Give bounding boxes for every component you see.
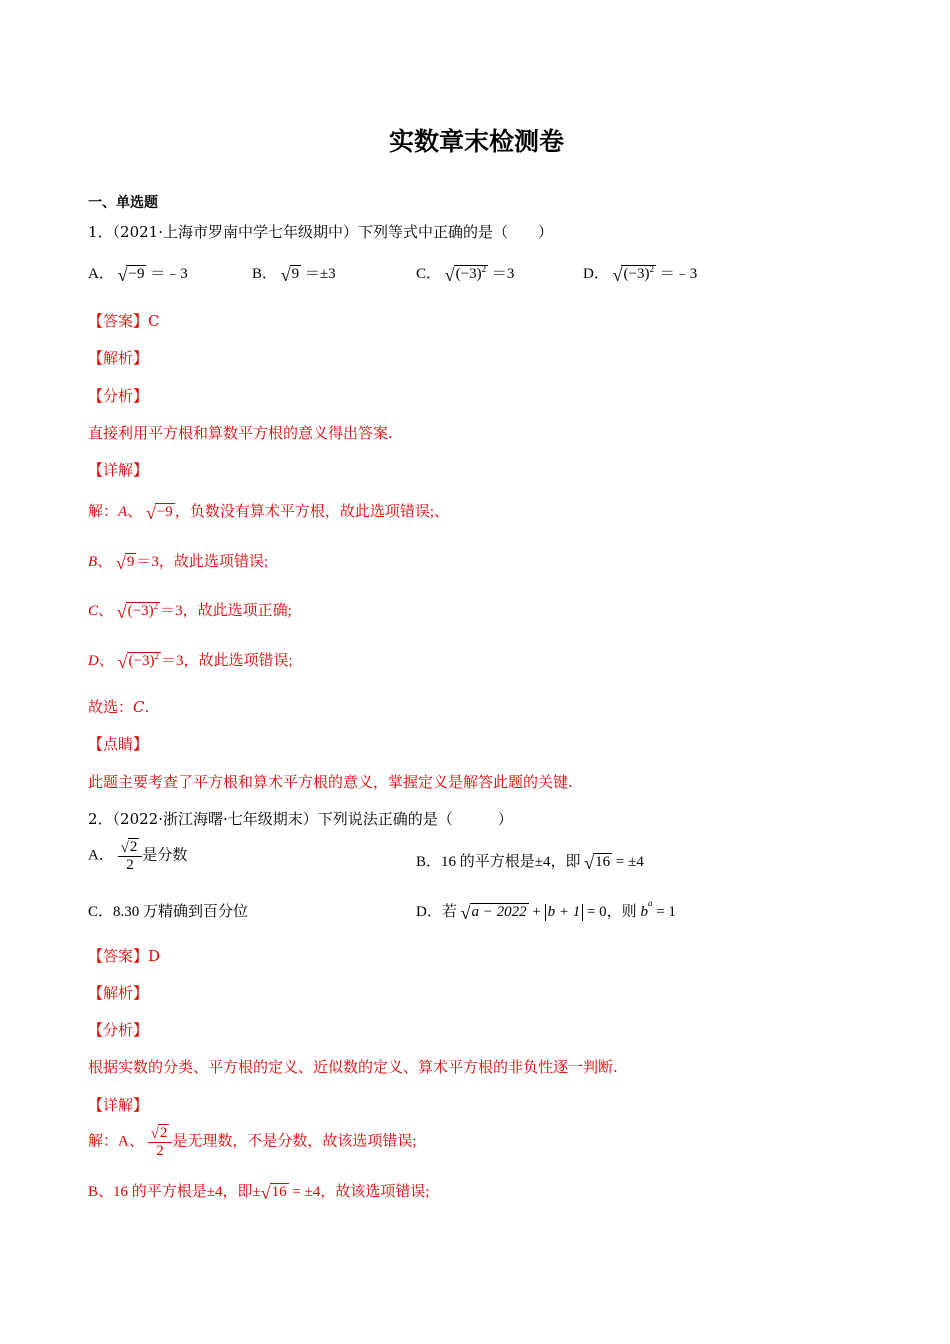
- sol-sep: 、: [98, 653, 114, 669]
- sol-text: ＝3，故此选项错误;: [136, 554, 268, 570]
- power-base: b: [640, 904, 648, 920]
- doc-title: 实数章末检测卷: [389, 127, 565, 156]
- q1-option-b-label: B．: [252, 266, 278, 282]
- q2-solution-a: [88, 1124, 417, 1160]
- sol-letter: C: [88, 603, 99, 619]
- sqrt-expr: √ $(-3)^2$: [444, 264, 487, 285]
- q1-option-c: [416, 262, 514, 284]
- q2-option-c: C．8.30 万精确到百分位: [88, 904, 249, 920]
- q2-option-b: [416, 850, 644, 872]
- sqrt-expr: √ $(-3)^2$: [117, 651, 159, 672]
- sol-sep: 、: [97, 554, 113, 570]
- sol-prefix: 解：A、: [88, 1133, 144, 1150]
- fraction-expr: √ 2 2: [148, 1124, 173, 1160]
- q1-option-d: [583, 262, 697, 284]
- q2-answer: 【答案】D: [88, 947, 161, 965]
- q1-answer: 【答案】C: [88, 312, 160, 330]
- section-heading: 一、单选题: [88, 195, 158, 211]
- q1-fenxi-tag: 【分析】: [88, 387, 149, 405]
- q2-option-d-rest: = 1: [656, 904, 676, 920]
- q2-option-d-eq: = 0，则: [586, 904, 637, 920]
- plus-minus: ±: [252, 1184, 261, 1200]
- q2-option-b-text: 16 的平方根是±4，即: [441, 854, 581, 870]
- q2-option-d-label: D．: [416, 904, 442, 920]
- abs-expr: b + 1: [545, 904, 584, 921]
- q2-option-b-rest: = ±4: [615, 854, 644, 870]
- sol-sep: 、: [98, 603, 114, 619]
- sqrt-expr: √ 16: [584, 852, 611, 873]
- q1-fenxi-text: 直接利用平方根和算数平方根的意义得出答案.: [88, 424, 393, 442]
- q2-solution-b: [88, 1180, 430, 1202]
- q2-fenxi-tag: 【分析】: [88, 1021, 149, 1039]
- q1-solution-b: [88, 550, 268, 572]
- choice-letter: C: [133, 698, 145, 716]
- q2-option-a-text: 是分数: [142, 847, 188, 864]
- sqrt-expr: √ $(-3)^2$: [116, 601, 159, 622]
- q2-option-a-label: A．: [88, 847, 114, 864]
- q2-option-d: [416, 900, 676, 922]
- sol-sep: 、: [127, 504, 143, 520]
- q2-option-b-label: B．: [416, 854, 442, 870]
- sol-prefix: 解：: [88, 504, 119, 520]
- q2-option-a: [88, 838, 187, 874]
- q1-option-c-rest: ＝3: [491, 266, 515, 282]
- choice-prefix: 故选：: [88, 698, 134, 716]
- q1-option-b: [252, 262, 336, 284]
- q2-option-d-text: 若: [441, 904, 457, 920]
- q2-fenxi-text: 根据实数的分类、平方根的定义、近似数的定义、算术平方根的非负性逐一判断.: [88, 1058, 618, 1076]
- plus-sign: +: [532, 904, 541, 920]
- sol-eq: = ±4: [292, 1184, 321, 1200]
- sqrt-expr: √ $(-3)^2$: [612, 264, 654, 285]
- q1-dianjing-tag: 【点睛】: [88, 735, 149, 753]
- q1-choice: [88, 696, 149, 717]
- sol-letter: D: [88, 653, 99, 669]
- q1-dianjing-text: 此题主要考查了平方根和算术平方根的意义，掌握定义是解答此题的关键.: [88, 773, 573, 791]
- sol-text: ，负数没有算术平方根，故此选项错误;、: [174, 504, 449, 520]
- q1-xiangjie-tag: 【详解】: [88, 461, 149, 479]
- sqrt-expr: √ 9: [280, 264, 300, 285]
- sol-prefix: B、16 的平方根是±4，即: [88, 1184, 253, 1200]
- sqrt-expr: √ −9: [145, 502, 173, 523]
- sqrt-expr: √ a − 2022: [460, 902, 527, 923]
- sol-text: ，故该选项错误;: [320, 1184, 430, 1200]
- sol-text: ＝3，故此选项错误;: [160, 653, 293, 669]
- q2-jiexi-tag: 【解析】: [88, 984, 149, 1002]
- q1-option-d-rest: ＝﹣3: [659, 266, 698, 282]
- sqrt-expr: √ 16: [260, 1182, 287, 1203]
- q1-solution-d: [88, 649, 293, 671]
- sol-text: 是无理数，不是分数，故该选项错误;: [172, 1133, 417, 1150]
- sol-letter: A: [118, 504, 128, 520]
- q1-option-a-label: A．: [88, 266, 114, 282]
- q1-jiexi-tag: 【解析】: [88, 349, 149, 367]
- sol-text: ＝3，故此选项正确;: [160, 603, 292, 619]
- sol-letter: B: [88, 554, 98, 570]
- q1-stem: 1．（2021·上海市罗南中学七年级期中）下列等式中正确的是（ ）: [88, 223, 553, 241]
- fraction-expr: √ 2 2: [118, 838, 143, 874]
- q1-option-c-label: C．: [416, 266, 442, 282]
- q2-stem: 2．（2022·浙江海曙·七年级期末）下列说法正确的是（ ）: [88, 810, 513, 828]
- sqrt-expr: √ −9: [117, 264, 145, 285]
- q1-solution-c: [88, 599, 292, 621]
- power-exponent: a: [647, 898, 653, 908]
- choice-end: .: [144, 698, 150, 716]
- sqrt-expr: √ 9: [115, 552, 135, 573]
- q1-option-b-rest: ＝±3: [304, 266, 336, 282]
- q2-xiangjie-tag: 【详解】: [88, 1096, 149, 1114]
- q1-option-a-rest: ＝﹣3: [150, 266, 188, 282]
- q1-solution-a: [88, 500, 449, 522]
- q1-option-a: [88, 262, 188, 284]
- q1-option-d-label: D．: [583, 266, 609, 282]
